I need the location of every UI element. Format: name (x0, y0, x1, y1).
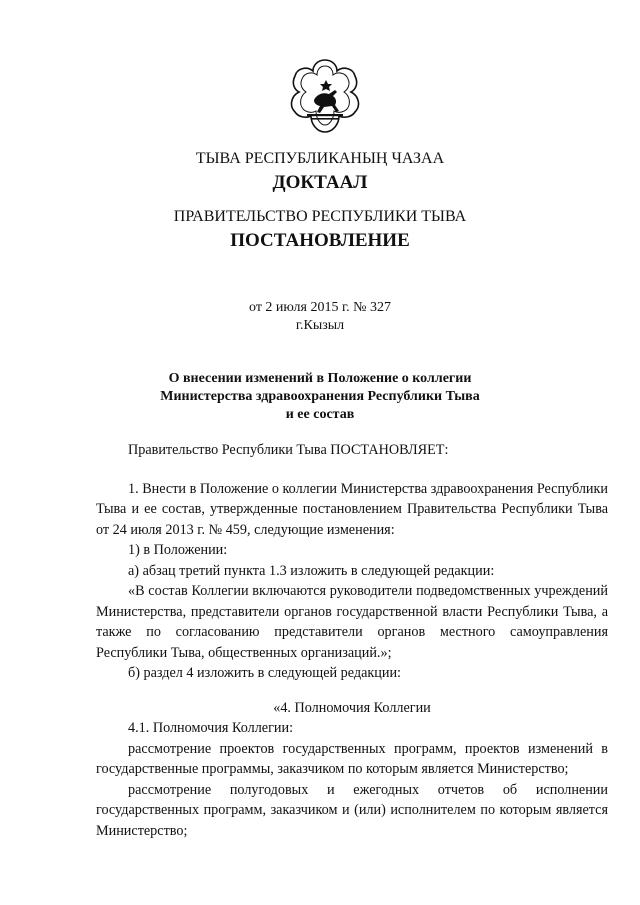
document-city: г.Кызыл (295, 318, 345, 333)
header-government: ПРАВИТЕЛЬСТВО РЕСПУБЛИКИ ТЫВА (173, 208, 467, 225)
body-paragraph-9: рассмотрение полугодовых и ежегодных отчетов об исполнении государственных программ, заказчиком и (или) исполнителем по которым является Министерство; (96, 781, 608, 839)
body-paragraph-1: 1. Внести в Положение о коллегии Министерства здравоохранения Республики Тыва и ее состав, утвержденные постановлением Правительства Республики Тыва от 24 июля 2013 г. № 459, следующие изменения: (96, 480, 608, 538)
header-tyva-government: ТЫВА РЕСПУБЛИКАНЫҢ ЧАЗАА (195, 150, 445, 167)
body-paragraph-4: «В состав Коллегии включаются руководители подведомственных учреждений Министерства, представители органов государственной власти Республики Тыва, а также по согласованию представители органов местного самоуправления Республики Тыва, общественных организаций.»; (96, 583, 608, 661)
body-paragraph-2: 1) в Положении: (128, 542, 228, 558)
document-date-number: от 2 июля 2015 г. № 327 (249, 300, 391, 315)
header-resolution: ПОСТАНОВЛЕНИЕ (230, 230, 410, 251)
body-paragraph-7: 4.1. Полномочия Коллегии: (128, 720, 294, 736)
body-paragraph-resolves: Правительство Республики Тыва ПОСТАНОВЛЯЕТ: (128, 442, 449, 458)
document-title (0, 370, 640, 424)
header-doktaal: ДОКТААЛ (272, 172, 368, 193)
body-paragraph-5: б) раздел 4 изложить в следующей редакции: (128, 665, 401, 681)
document-body (96, 440, 608, 841)
section-heading: «4. Полномочия Коллегии (273, 699, 431, 716)
tyva-coat-of-arms-icon (283, 54, 367, 138)
title-line-3: и ее состав (285, 407, 355, 422)
body-paragraph-8: рассмотрение проектов государственных программ, проектов изменений в государственные программы, заказчиком по которым является Министерство; (96, 740, 608, 777)
body-paragraph-3: а) абзац третий пункта 1.3 изложить в следующей редакции: (128, 562, 495, 579)
title-line-1: О внесении изменений в Положение о коллегии (168, 371, 472, 386)
title-line-2: Министерства здравоохранения Республики Тыва (160, 389, 480, 404)
